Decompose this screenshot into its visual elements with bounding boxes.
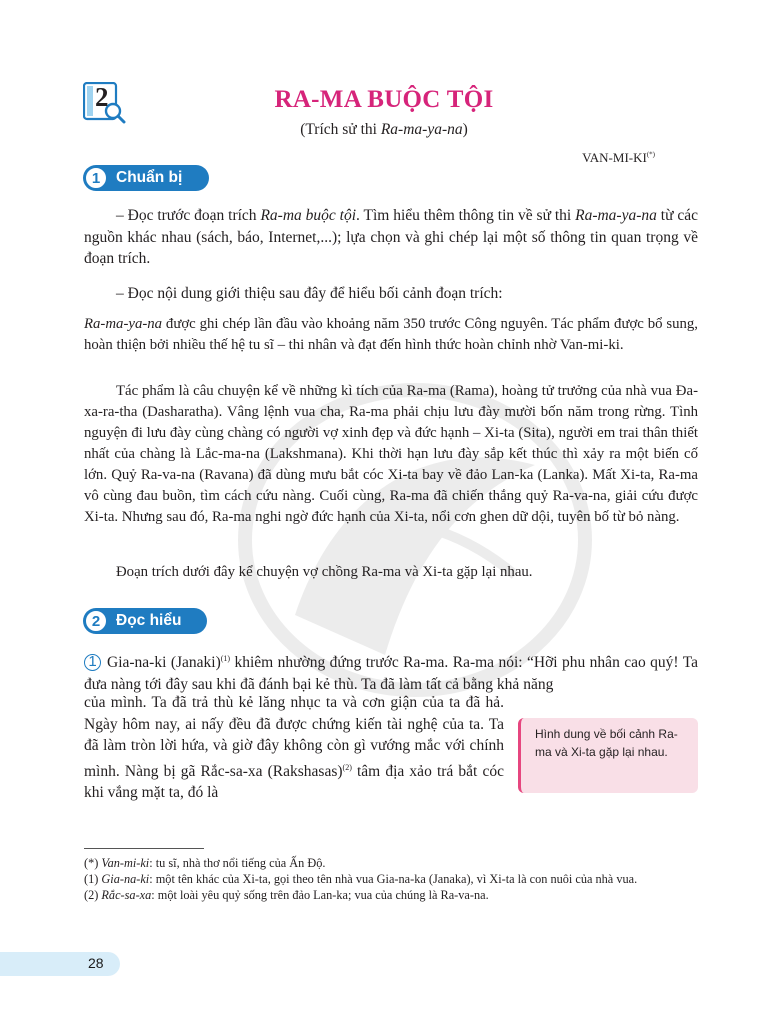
- footnotes: [84, 856, 698, 904]
- reading-paragraph-start: 1 Gia-na-ki (Janaki)$^{(1)}$ khiêm nhường đứng trước Ra-ma. Ra-ma nói: “Hỡi phu nhân cao quý! Ta đưa nàng tới đây sau khi đã đánh bại kẻ thù. Ta đã làm tất cả bằng khả năng: [84, 653, 698, 693]
- lesson-subtitle: (Trích sử thi Ra-ma-ya-na): [300, 121, 468, 138]
- prep-paragraph-2: – Đọc nội dung giới thiệu sau đây để hiểu bối cảnh đoạn trích:: [116, 285, 503, 302]
- section-header-preparation: [83, 165, 209, 191]
- prep-paragraph-1: – Đọc trước đoạn trích Ra-ma buộc tội. Tìm hiểu thêm thông tin về sử thi Ra-ma-ya-na từ các nguồn khác nhau (sách, báo, Internet,...); lựa chọn và ghi chép lại một số thông tin quan trọng về đoạn trích.: [84, 207, 698, 267]
- side-note-box: Hình dung về bối cảnh Ra-ma và Xi-ta gặp lại nhau.: [518, 718, 698, 793]
- section-label: Đọc hiểu: [116, 612, 182, 629]
- footnote-divider: [84, 848, 204, 849]
- context-paragraph-2: Tác phẩm là câu chuyện kể về những kì tích của Ra-ma (Rama), hoàng tử trưởng của nhà vua Đa-xa-ra-tha (Dasharatha). Vâng lệnh vua cha, Ra-ma phải chịu lưu đày mười bốn năm trong rừng. Tình nguyện đi lưu đày cùng chàng có người vợ xinh đẹp và đức hạnh – Xi-ta (Sita), người em trai thân thiết nhất của chàng là Lắc-ma-na (Lakshmana). Khi thời hạn lưu đày sắp kết thúc thì xảy ra một biến cố lớn. Quỷ Ra-va-na (Ravana) đã dùng mưu bắt cóc Xi-ta bay về đảo Lan-ka (Lanka). Mất Xi-ta, Ra-ma vô cùng đau buồn, tìm cách cứu nàng. Cuối cùng, Ra-ma đã chiến thắng quỷ Ra-va-na, giải cứu được Xi-ta. Nhưng sau đó, Ra-ma nghi ngờ đức hạnh của Xi-ta, nổi cơn ghen dữ dội, tuyên bố từ bỏ nàng.: [84, 383, 698, 525]
- reading-paragraph-continued: của mình. Ta đã trả thù kẻ lăng nhục ta và cơn giận của ta đã hả. Ngày hôm nay, ai nấy đều đã được chứng kiến tài nghệ của ta. Ta đã làm tròn lời hứa, và giờ đây không còn gì vướng mắc với chính mình. Nàng bị gã Rắc-sa-xa (Rakshasas)$^{(2)}$ tâm địa xảo trá bắt cóc khi vắng mặt ta, đó là: [84, 694, 505, 802]
- section-label: Chuẩn bị: [116, 169, 183, 186]
- context-paragraph-3: Đoạn trích dưới đây kể chuyện vợ chồng Ra-ma và Xi-ta gặp lại nhau.: [116, 564, 533, 580]
- section-number: 1: [84, 166, 108, 190]
- section-header-reading: [83, 608, 207, 634]
- author: VAN-MI-KI(*): [582, 150, 655, 165]
- footnote-item: (1) Gia-na-ki: một tên khác của Xi-ta, gọi theo tên nhà vua Gia-na-ka (Janaka), vì Xi-ta là con nuôi của nhà vua.: [84, 872, 638, 886]
- lesson-title: RA-MA BUỘC TỘI: [274, 86, 494, 113]
- footnote-item: (*) Van-mi-ki: tu sĩ, nhà thơ nổi tiếng của Ấn Độ.: [84, 856, 326, 870]
- context-paragraph-1: Ra-ma-ya-na được ghi chép lần đầu vào khoảng năm 350 trước Công nguyên. Tác phẩm được bổ sung, hoàn thiện bởi nhiều thế hệ tu sĩ – thi nhân và đạt đến hình thức hoàn chỉnh nhờ Van-mi-ki.: [84, 316, 698, 353]
- section-number: 2: [84, 609, 108, 633]
- footnote-item: (2) Rắc-sa-xa: một loài yêu quỷ sống trên đảo Lan-ka; vua của chúng là Ra-va-na.: [84, 888, 489, 902]
- lesson-number: 2: [95, 82, 109, 112]
- page-number: 28: [88, 955, 104, 971]
- reading-marker: 1: [84, 654, 101, 671]
- author-footnote-mark: (*): [646, 150, 655, 159]
